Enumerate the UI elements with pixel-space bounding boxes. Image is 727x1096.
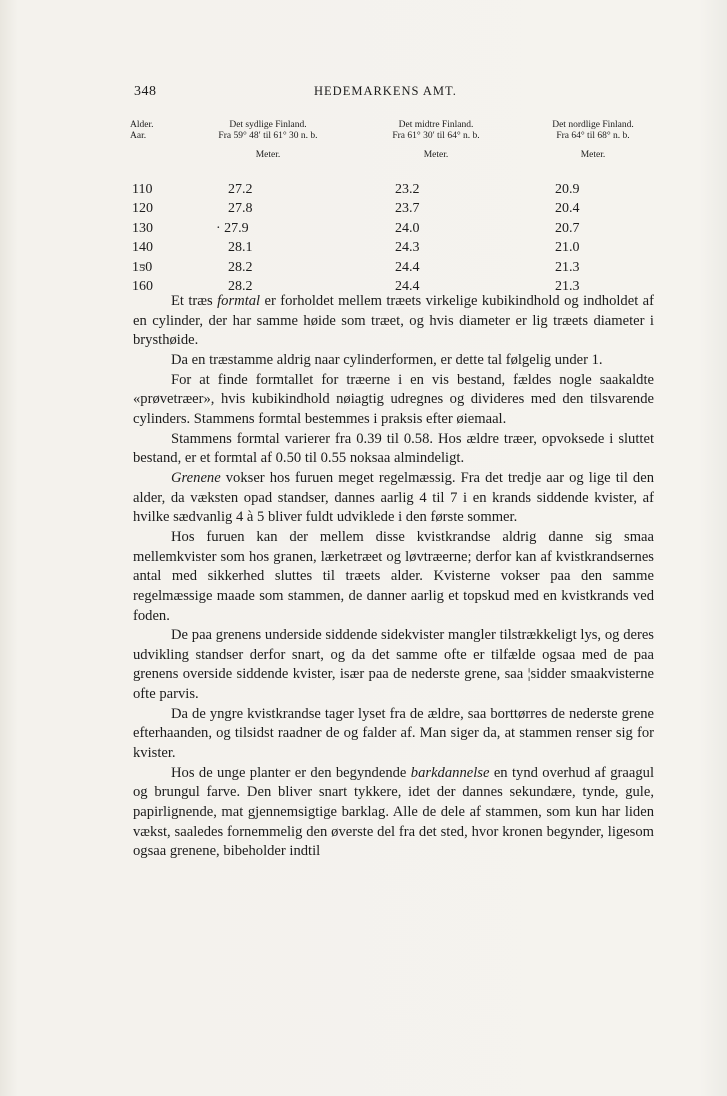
middle-cell: 24.3	[395, 240, 420, 256]
table-row	[130, 240, 660, 259]
table-header	[130, 120, 660, 182]
paragraph-sidekvister: De paa grenens underside siddende sidekvister mangler tilstrækkeligt lys, og deres udvikling standser derfor snart, og da det samme ofte er tilfælde ogsaa med de paa grenens overside siddende kvister, især paa de nederste grene, saa ¦sidder smaakvisterne ofte parvis.	[133, 627, 654, 703]
age-cell: 160	[132, 278, 153, 294]
north-cell: 20.4	[555, 201, 580, 217]
term-grenene: Grenene	[171, 469, 221, 486]
body-text	[133, 292, 654, 862]
middle-finland-header: Det midtre Finland. Fra 61° 30′ til 64° n. b.	[392, 120, 480, 141]
term-barkdannelse: barkdannelse	[410, 764, 490, 781]
unit-label-middle: Meter.	[423, 150, 449, 160]
south-finland-header: Det sydlige Finland. Fra 59° 48′ til 61° 30 n. b.	[218, 120, 318, 141]
age-cell: 130	[132, 220, 153, 236]
south-cell: 27.8	[228, 201, 253, 217]
north-cell: 21.0	[555, 240, 580, 256]
paragraph-borttorres: Da de yngre kvistkrandse tager lyset fra de ældre, saa borttørres de nederste grene efterhaanden, og tilsidst raadner de og falder af. Man siger da, at stammen renser sig for kvister.	[133, 705, 654, 762]
middle-cell: 24.0	[395, 220, 420, 236]
south-cell: 28.1	[228, 240, 253, 256]
middle-cell: 23.7	[395, 201, 420, 217]
north-finland-header: Det nordlige Finland. Fra 64° til 68° n. b.	[552, 120, 634, 141]
term-formtal: formtal	[217, 293, 261, 309]
page-number: 348	[134, 84, 157, 99]
age-cell: 1ƽ0	[132, 259, 153, 275]
unit-label-south: Meter.	[255, 150, 281, 160]
table-row	[130, 201, 660, 220]
age-column-header: Alder. Aar.	[130, 120, 154, 141]
tree-height-table	[130, 120, 660, 298]
table-row	[130, 260, 660, 279]
middle-cell: 23.2	[395, 182, 420, 197]
north-cell: 21.3	[555, 278, 580, 294]
age-cell: 120	[132, 201, 153, 217]
south-cell: 27.2	[228, 182, 253, 197]
page-header	[134, 84, 654, 106]
north-cell: 20.7	[555, 220, 580, 236]
table-row	[130, 182, 660, 201]
age-cell: 110	[132, 182, 153, 197]
south-cell: · 27.9	[216, 220, 249, 236]
paragraph-provetraer: For at finde formtallet for træerne i en vis bestand, fældes nogle saakaldte «prøvetræer», hvis kubikindhold nøiagtig udregnes og divideres med den tilsvarende cylinders. Stammens formtal bestemmes i praksis efter øiemaal.	[133, 371, 654, 427]
north-cell: 20.9	[555, 182, 580, 197]
north-cell: 21.3	[555, 259, 580, 275]
paragraph-formtal: Et træs formtal er forholdet mellem træets virkelige kubikindhold og indholdet af en cylinder, der har samme høide som træet, og hvis diameter er lig træets diameter i brysthøide.	[133, 293, 655, 349]
paragraph-barkdannelse: Hos de unge planter er den begyndende barkdannelse en tynd overhud af graagul og brungul farve. Den bliver snart tykkere, idet der dannes sekundære, tynde, gule, papirlignende, mat gjennemsigtige barklag. Alle de dele af stammen, som kun har liden vækst, saaledes fornemmelig den øverste del fra det sted, hvor kronen begynder, ligesom ogsaa grenene, bibeholder indtil	[133, 764, 654, 860]
unit-label-north: Meter.	[580, 150, 606, 160]
running-title: HEDEMARKENS AMT.	[314, 84, 457, 98]
south-cell: 28.2	[228, 259, 253, 275]
south-cell: 28.2	[228, 278, 253, 294]
paragraph-cylinder: Da en træstamme aldrig naar cylinderformen, er dette tal følgelig under 1.	[171, 351, 603, 368]
paragraph-kvistkrandse: Hos furuen kan der mellem disse kvistkrandse aldrig danne sig smaa mellemkvister som hos granen, lærketræet og løvtræerne; derfor kan af kvistkrandsernes antal med sikkerhed sluttes til træets alder. Kvisterne vokser paa den samme regelmæssige maade som stammen, de danner aarlig et topskud med en kvistkrands ved foden.	[133, 528, 654, 624]
table-row	[130, 221, 660, 240]
middle-cell: 24.4	[395, 278, 420, 294]
paragraph-formtal-range: Stammens formtal varierer fra 0.39 til 0.58. Hos ældre træer, opvoksede i sluttet bestand, er et formtal af 0.50 til 0.55 noksaa almindeligt.	[133, 430, 654, 467]
paragraph-grenene: Grenene vokser hos furuen meget regelmæssig. Fra det tredje aar og lige til den alder, da væksten opad standser, dannes aarlig 4 til 7 i en krands siddende kvister, af hvilke sædvanlig 4 à 5 bliver fuldt udviklede i den første sommer.	[133, 469, 654, 526]
middle-cell: 24.4	[395, 259, 420, 275]
age-cell: 140	[132, 240, 153, 256]
